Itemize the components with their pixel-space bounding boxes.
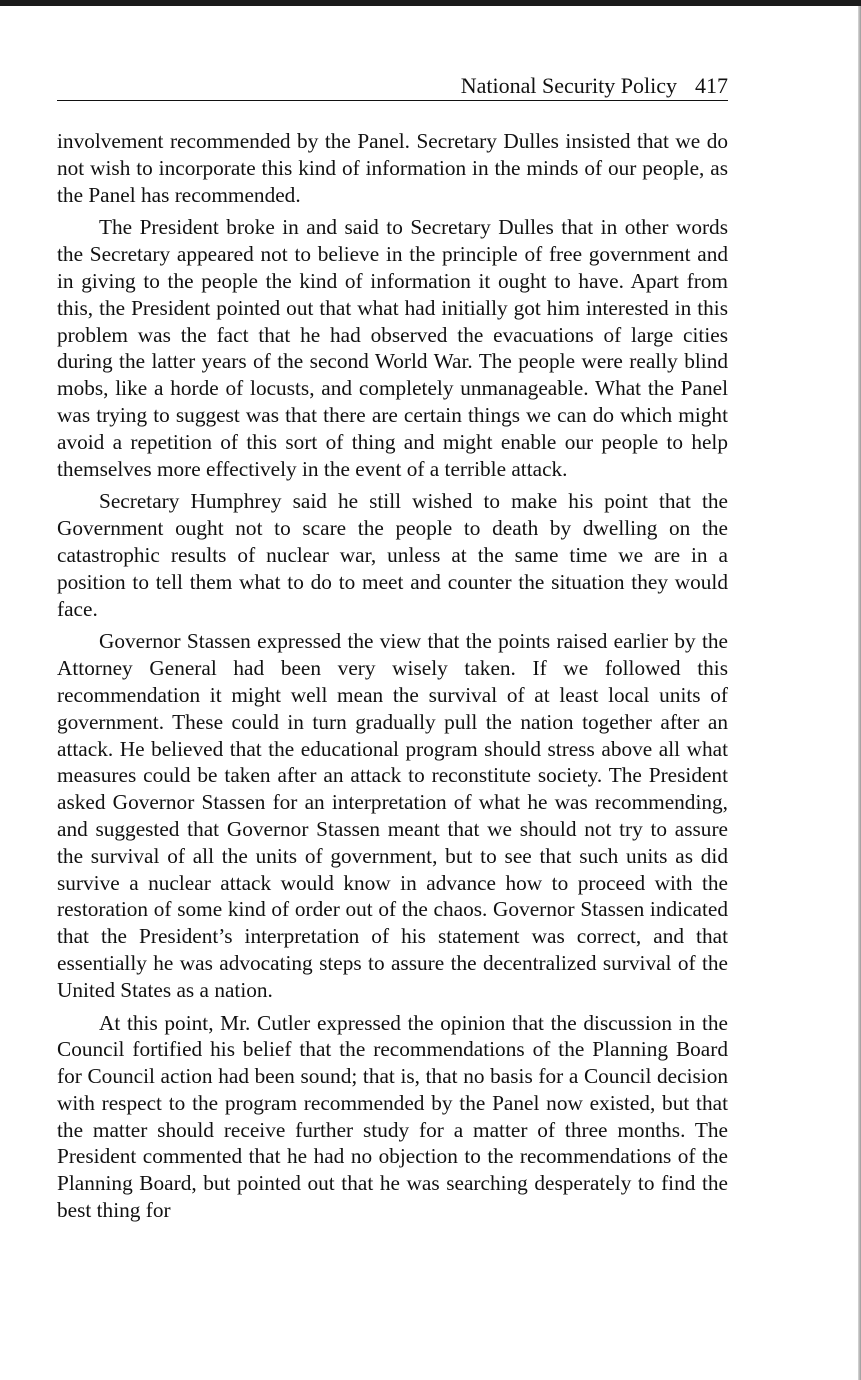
paragraph: Secretary Humphrey said he still wished to make his point that the Government ought not to scare the people to death by dwelling on the catastrophic results of nuclear war, unless at the same time we are in a position to tell them what to do to meet and counter the situation they would face. — [57, 489, 728, 621]
paragraph: The President broke in and said to Secretary Dulles that in other words the Secretary appeared not to believe in the principle of free government and in giving to the people the kind of information it ought to have. Apart from this, the President pointed out that what had initially got him interested in this problem was the fact that he had observed the evacuations of large cities during the latter years of the second World War. The people were really blind mobs, like a horde of locusts, and completely unmanageable. What the Panel was trying to suggest was that there are certain things we can do which might avoid a repetition of this sort of thing and might enable our people to help themselves more effectively in the event of a terrible attack. — [57, 215, 728, 481]
paragraph: At this point, Mr. Cutler expressed the opinion that the discussion in the Council fortified his belief that the recommendations of the Planning Board for Council action had been sound; that is, that no basis for a Council decision with respect to the program recommended by the Panel now existed, but that the matter should receive further study for a matter of three months. The President commented that he had no objection to the recommendations of the Planning Board, but pointed out that he was searching desperately to find the best thing for — [57, 1010, 728, 1223]
paragraph-continued: involvement recommended by the Panel. Secretary Dulles insisted that we do not wish to incorporate this kind of information in the minds of our people, as the Panel has recommended. — [57, 129, 728, 207]
page-top-edge — [0, 0, 861, 6]
body-text — [57, 128, 728, 1230]
paragraph: Governor Stassen expressed the view that the points raised earlier by the Attorney General had been very wisely taken. If we followed this recommendation it might well mean the survival of at least local units of government. These could in turn gradually pull the nation together after an attack. He believed that the educational program should stress above all what measures could be taken after an attack to reconstitute society. The President asked Governor Stassen for an interpretation of what he was recommending, and suggested that Governor Stassen meant that we should not try to assure the survival of all the units of government, but to see that such units as did survive a nuclear attack would know in advance how to proceed with the restoration of some kind of order out of the chaos. Governor Stassen indicated that the President’s interpretation of his statement was correct, and that essentially he was advocating steps to assure the decentralized survival of the United States as a nation. — [57, 629, 728, 1002]
running-head — [57, 72, 728, 101]
page-number: 417 — [695, 73, 728, 98]
running-head-title: National Security Policy — [460, 73, 677, 98]
